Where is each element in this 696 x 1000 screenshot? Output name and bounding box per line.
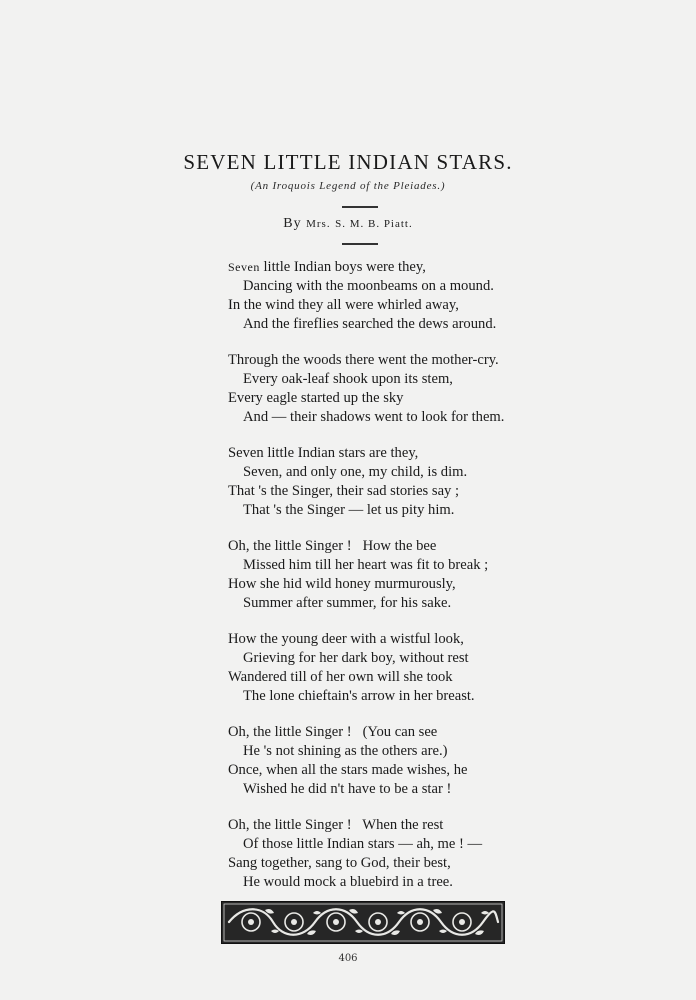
poem-line: The lone chieftain's arrow in her breast. xyxy=(243,688,475,704)
stanza-4 xyxy=(228,537,588,613)
stanza-5 xyxy=(228,630,588,706)
poem-line: Summer after summer, for his sake. xyxy=(243,595,452,611)
poem-line: How the young deer with a wistful look, xyxy=(228,631,464,647)
stanza-3 xyxy=(228,444,588,520)
poem-line: Missed him till her heart was fit to break ; xyxy=(243,557,489,573)
poem-line: And — their shadows went to look for them. xyxy=(243,409,505,425)
poem-line: Grieving for her dark boy, without rest xyxy=(243,650,469,666)
poem-line: Dancing with the moonbeams on a mound. xyxy=(243,278,494,294)
stanza-1 xyxy=(228,258,588,334)
poem-line: That 's the Singer — let us pity him. xyxy=(243,502,455,518)
poem-line: Wandered till of her own will she took xyxy=(228,669,453,685)
poem-line: Oh, the little Singer ! How the bee xyxy=(228,538,437,554)
byline xyxy=(0,216,696,232)
byline-author-prefix: Mrs. xyxy=(306,218,331,230)
poem-line: He 's not shining as the others are.) xyxy=(243,743,448,759)
poem-line: He would mock a bluebird in a tree. xyxy=(243,874,453,890)
byline-author-name: S. M. B. Piatt. xyxy=(335,218,413,230)
poem-line: Seven, and only one, my child, is dim. xyxy=(243,464,468,480)
poem-line: Sang together, sang to God, their best, xyxy=(228,855,451,871)
poem-line: And the fireflies searched the dews around. xyxy=(243,316,497,332)
poem-line: Every oak-leaf shook upon its stem, xyxy=(243,371,453,387)
poem-line-text: little Indian boys were they, xyxy=(259,259,426,275)
poem-line: Every eagle started up the sky xyxy=(228,390,404,406)
stanza-7 xyxy=(228,816,588,892)
poem-subtitle: (An Iroquois Legend of the Pleiades.) xyxy=(250,180,446,192)
poem-line: Oh, the little Singer ! (You can see xyxy=(228,724,438,740)
byline-by: By xyxy=(283,216,302,231)
scroll-vine-ornament-icon xyxy=(221,901,505,944)
stanza-6 xyxy=(228,723,588,799)
poem-line: Through the woods there went the mother-cry. xyxy=(228,352,499,368)
divider-rule-top xyxy=(342,206,378,208)
stanza-2 xyxy=(228,351,588,427)
poem-title: SEVEN LITTLE INDIAN STARS. xyxy=(183,150,513,174)
poem-line: Oh, the little Singer ! When the rest xyxy=(228,817,444,833)
poem-line: How she hid wild honey murmurously, xyxy=(228,576,456,592)
poem-line: That 's the Singer, their sad stories say ; xyxy=(228,483,460,499)
poem-line xyxy=(228,258,588,277)
poem-line: In the wind they all were whirled away, xyxy=(228,297,459,313)
poem-first-word: Seven xyxy=(228,260,260,274)
poem-body xyxy=(228,258,588,909)
poem-line: Once, when all the stars made wishes, he xyxy=(228,762,468,778)
poem-line: Seven little Indian stars are they, xyxy=(228,445,419,461)
divider-rule-bottom xyxy=(342,243,378,245)
poem-line: Of those little Indian stars — ah, me ! — xyxy=(243,836,483,852)
poem-line: Wished he did n't have to be a star ! xyxy=(243,781,452,797)
page-number: 406 xyxy=(338,953,358,964)
